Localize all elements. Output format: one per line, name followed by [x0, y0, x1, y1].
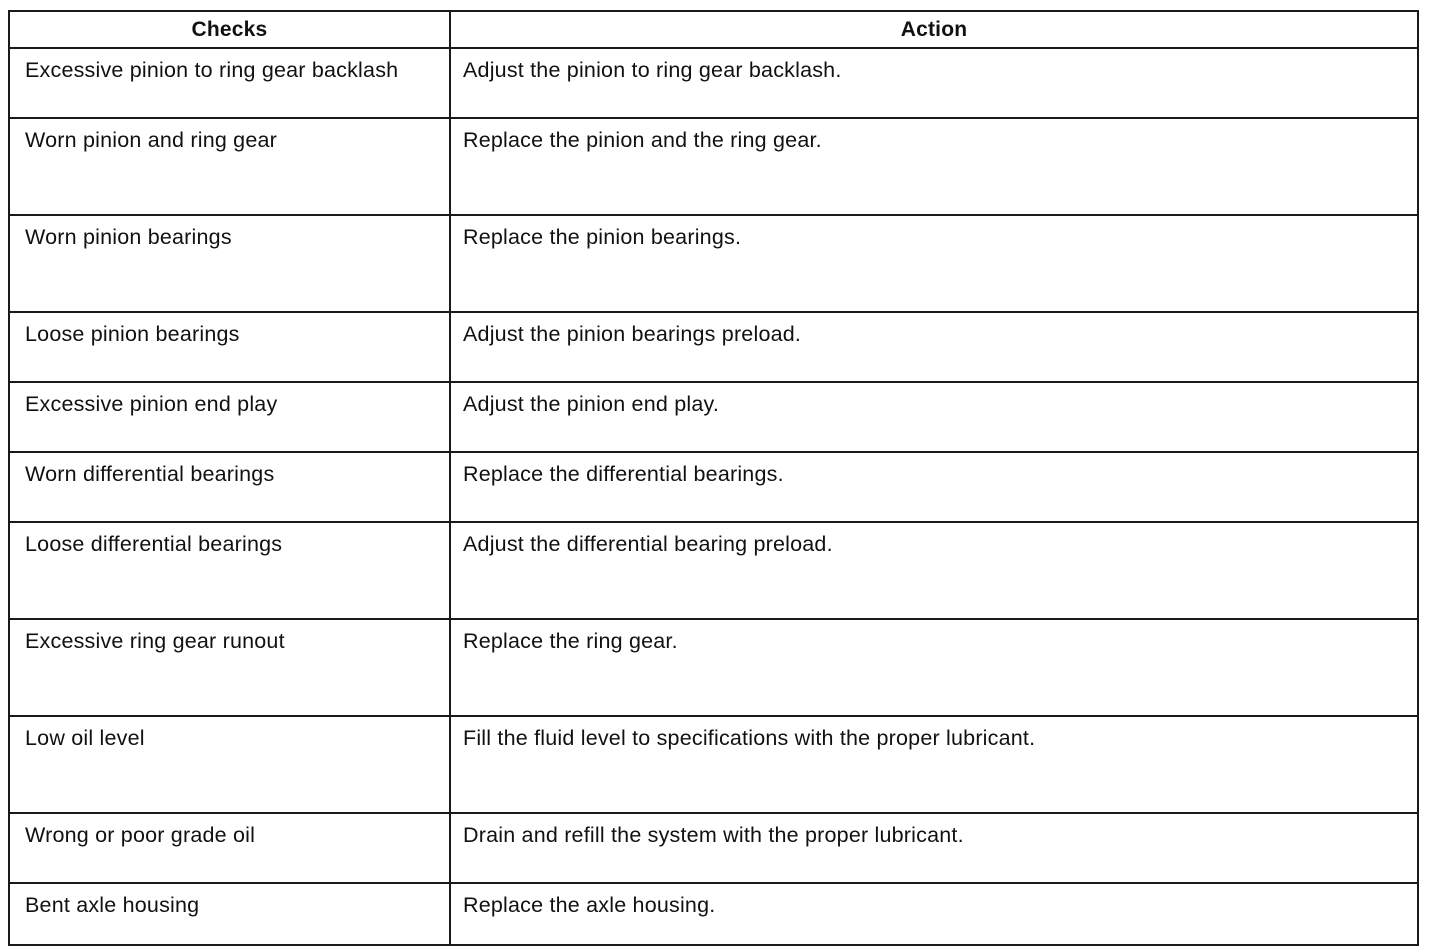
action-cell: Adjust the pinion bearings preload. — [450, 312, 1418, 382]
action-cell: Adjust the pinion to ring gear backlash. — [450, 48, 1418, 118]
action-cell: Fill the fluid level to specifications with the proper lubricant. — [450, 716, 1418, 813]
check-cell: Loose differential bearings — [9, 522, 450, 619]
table-row — [9, 118, 1418, 215]
table-row — [9, 48, 1418, 118]
check-cell: Loose pinion bearings — [9, 312, 450, 382]
table-row — [9, 619, 1418, 716]
action-cell: Adjust the differential bearing preload. — [450, 522, 1418, 619]
action-cell: Adjust the pinion end play. — [450, 382, 1418, 452]
table-row — [9, 312, 1418, 382]
check-cell: Worn differential bearings — [9, 452, 450, 522]
action-cell: Drain and refill the system with the proper lubricant. — [450, 813, 1418, 883]
action-cell: Replace the ring gear. — [450, 619, 1418, 716]
check-cell: Excessive pinion to ring gear backlash — [9, 48, 450, 118]
table-row — [9, 382, 1418, 452]
table-row — [9, 716, 1418, 813]
action-cell: Replace the pinion bearings. — [450, 215, 1418, 312]
action-header: Action — [450, 11, 1418, 48]
check-cell: Wrong or poor grade oil — [9, 813, 450, 883]
check-cell: Worn pinion and ring gear — [9, 118, 450, 215]
action-cell: Replace the differential bearings. — [450, 452, 1418, 522]
table-row — [9, 215, 1418, 312]
check-cell: Excessive pinion end play — [9, 382, 450, 452]
check-cell: Bent axle housing — [9, 883, 450, 945]
check-cell: Low oil level — [9, 716, 450, 813]
check-cell: Worn pinion bearings — [9, 215, 450, 312]
table-row — [9, 522, 1418, 619]
action-cell: Replace the pinion and the ring gear. — [450, 118, 1418, 215]
checks-header: Checks — [9, 11, 450, 48]
action-cell: Replace the axle housing. — [450, 883, 1418, 945]
table-row — [9, 813, 1418, 883]
header-row — [9, 11, 1418, 48]
table-row — [9, 883, 1418, 945]
table-row — [9, 452, 1418, 522]
diagnosis-table — [8, 10, 1419, 946]
check-cell: Excessive ring gear runout — [9, 619, 450, 716]
